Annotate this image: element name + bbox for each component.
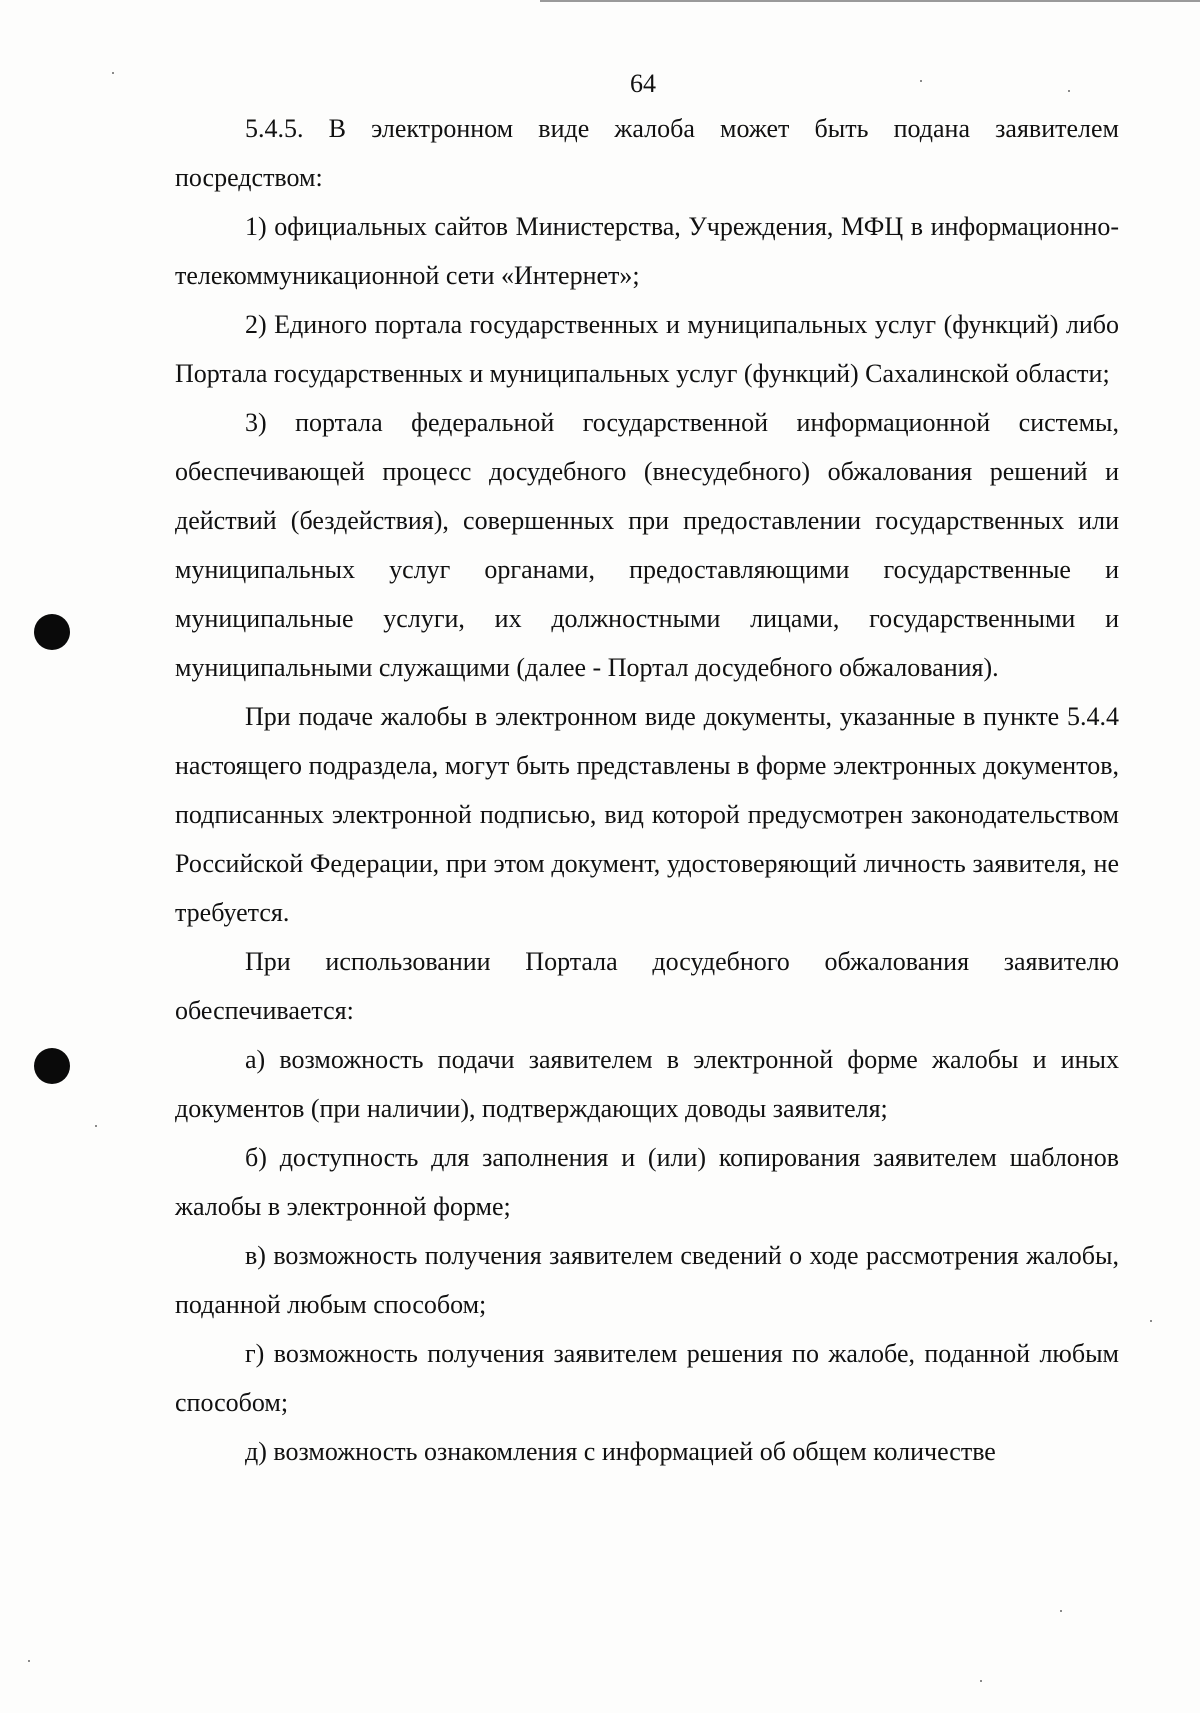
list-item-v: в) возможность получения заявителем сведений о ходе рассмотрения жалобы, поданной любым способом; bbox=[175, 1241, 1119, 1319]
paragraph-portal-provides: При использовании Портала досудебного обжалования заявителю обеспечивается: bbox=[175, 947, 1119, 1025]
list-item-g: г) возможность получения заявителем решения по жалобе, поданной любым способом; bbox=[175, 1339, 1119, 1417]
scan-speck bbox=[1068, 90, 1070, 92]
scan-speck bbox=[28, 1660, 30, 1662]
scan-speck bbox=[1060, 1610, 1062, 1612]
scan-speck bbox=[95, 1125, 97, 1127]
paragraph-5-4-5: 5.4.5. В электронном виде жалоба может быть подана заявителем посредством: bbox=[175, 114, 1119, 192]
punch-hole-mark bbox=[34, 614, 70, 650]
scan-speck bbox=[920, 80, 922, 82]
scan-edge-line bbox=[540, 0, 1200, 2]
list-item-1: 1) официальных сайтов Министерства, Учреждения, МФЦ в информационно-телекоммуникационной сети «Интернет»; bbox=[175, 212, 1119, 290]
document-body bbox=[175, 104, 1119, 1476]
scan-speck bbox=[1150, 1320, 1152, 1322]
scan-speck bbox=[980, 1680, 982, 1682]
paragraph-electronic-documents: При подаче жалобы в электронном виде документы, указанные в пункте 5.4.4 настоящего подраздела, могут быть представлены в форме электронных документов, подписанных электронной подписью, вид которой предусмотрен законодательством Российской Федерации, при этом документ, удостоверяющий личность заявителя, не требуется. bbox=[175, 702, 1119, 927]
page-number: 64 bbox=[630, 69, 656, 98]
list-item-2: 2) Единого портала государственных и муниципальных услуг (функций) либо Портала государственных и муниципальных услуг (функций) Сахалинской области; bbox=[175, 310, 1119, 388]
scan-speck bbox=[112, 72, 114, 74]
list-item-a: а) возможность подачи заявителем в электронной форме жалобы и иных документов (при наличии), подтверждающих доводы заявителя; bbox=[175, 1045, 1119, 1123]
list-item-3: 3) портала федеральной государственной информационной системы, обеспечивающей процесс досудебного (внесудебного) обжалования решений и действий (бездействия), совершенных при предоставлении государственных или муниципальных услуг органами, предоставляющими государственные и муниципальные услуги, их должностными лицами, государственными и муниципальными служащими (далее - Портал досудебного обжалования). bbox=[175, 408, 1119, 682]
list-item-d: д) возможность ознакомления с информацией об общем количестве bbox=[245, 1437, 996, 1466]
punch-hole-mark bbox=[34, 1048, 70, 1084]
list-item-b: б) доступность для заполнения и (или) копирования заявителем шаблонов жалобы в электронной форме; bbox=[175, 1143, 1119, 1221]
